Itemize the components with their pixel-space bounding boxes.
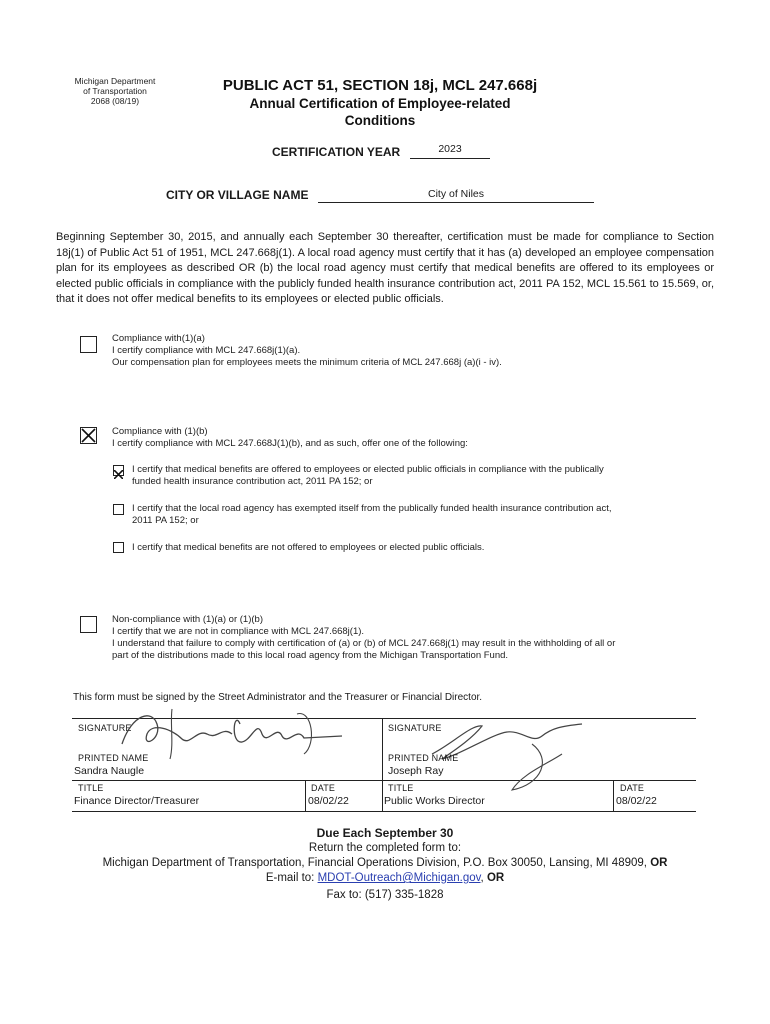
cert-year-underline bbox=[410, 158, 490, 159]
sub-option-2-line1: I certify that the local road agency has exempted itself from the publically funded health insurance contribution act, bbox=[132, 503, 612, 514]
sub-option-3-text bbox=[132, 542, 702, 554]
mailing-address bbox=[0, 857, 770, 869]
checked-x-icon bbox=[114, 470, 123, 479]
signature-table bbox=[72, 718, 696, 812]
option-c-line3: I understand that failure to comply with certification of (a) or (b) of MCL 247.668j(1) may result in the withholding of all or bbox=[112, 638, 616, 649]
right-title-label: TITLE bbox=[388, 783, 414, 793]
option-a-heading: Compliance with(1)(a) bbox=[112, 333, 205, 344]
right-date[interactable]: 08/02/22 bbox=[616, 795, 657, 807]
sub-option-2-text bbox=[132, 503, 702, 527]
option-c-line2: I certify that we are not in compliance with MCL 247.668j(1). bbox=[112, 626, 365, 637]
form-subtitle-line2: Conditions bbox=[344, 113, 416, 128]
right-printed-name-label: PRINTED NAME bbox=[388, 753, 459, 763]
sub-option-2-checkbox[interactable] bbox=[113, 504, 124, 515]
option-c-line4: part of the distributions made to this local road agency from the Michigan Transportation Fund. bbox=[112, 650, 509, 661]
left-date-label: DATE bbox=[311, 783, 336, 793]
sub-option-3-line1: I certify that medical benefits are not offered to employees or elected public officials. bbox=[132, 542, 485, 553]
cert-year-field[interactable]: 2023 bbox=[438, 143, 462, 155]
option-c-heading: Non-compliance with (1)(a) or (1)(b) bbox=[112, 614, 263, 625]
table-rule bbox=[72, 780, 696, 781]
left-title[interactable]: Finance Director/Treasurer bbox=[74, 795, 200, 807]
option-c-text bbox=[112, 614, 712, 662]
email-prefix: E-mail to: bbox=[265, 872, 315, 884]
handwritten-signature-icon bbox=[112, 704, 342, 760]
form-title: PUBLIC ACT 51, SECTION 18j, MCL 247.668j bbox=[222, 77, 538, 94]
right-signature-label: SIGNATURE bbox=[388, 723, 442, 733]
email-line: E-mail to: MDOT-Outreach@Michigan.gov, OR bbox=[265, 872, 505, 884]
due-date-heading: Due Each September 30 bbox=[316, 826, 454, 840]
sub-option-2-line2: 2011 PA 152; or bbox=[132, 515, 199, 526]
checked-x-icon bbox=[81, 428, 96, 443]
left-printed-name[interactable]: Sandra Naugle bbox=[74, 765, 145, 777]
option-a-line2: I certify compliance with MCL 247.668j(1)(a). bbox=[112, 345, 301, 356]
option-b-heading: Compliance with (1)(b) bbox=[112, 426, 208, 437]
option-b-line2: I certify compliance with MCL 247.668J(1)(b), and as such, offer one of the following: bbox=[112, 438, 468, 449]
option-b-text bbox=[112, 426, 712, 450]
return-instruction: Return the completed form to: bbox=[308, 842, 462, 854]
table-divider bbox=[382, 718, 383, 811]
option-a-line3: Our compensation plan for employees meets the minimum criteria of MCL 247.668j (a)(i - iv). bbox=[112, 357, 502, 368]
email-link[interactable]: MDOT-Outreach@Michigan.gov bbox=[317, 872, 481, 884]
left-signature-label: SIGNATURE bbox=[78, 723, 132, 733]
form-subtitle bbox=[200, 95, 560, 129]
agency-name-2: of Transportation bbox=[83, 86, 147, 96]
fax-line: Fax to: (517) 335-1828 bbox=[326, 889, 444, 901]
right-title[interactable]: Public Works Director bbox=[384, 795, 485, 807]
or-separator: OR bbox=[486, 872, 505, 884]
sub-option-1-checkbox[interactable] bbox=[113, 465, 124, 476]
option-b-checkbox[interactable] bbox=[80, 427, 97, 444]
or-separator: OR bbox=[650, 857, 668, 869]
form-number: 2068 (08/19) bbox=[90, 96, 140, 106]
mailing-address-text: Michigan Department of Transportation, Financial Operations Division, P.O. Box 30050, Lansing, MI 48909, bbox=[102, 857, 647, 869]
option-a-text bbox=[112, 333, 712, 369]
left-printed-name-label: PRINTED NAME bbox=[78, 753, 149, 763]
sub-option-1-line2: funded health insurance contribution act, 2011 PA 152; or bbox=[132, 476, 373, 487]
option-a-checkbox[interactable] bbox=[80, 336, 97, 353]
sub-option-1-text bbox=[132, 464, 702, 488]
table-divider bbox=[613, 780, 614, 811]
left-date[interactable]: 08/02/22 bbox=[308, 795, 349, 807]
right-printed-name[interactable]: Joseph Ray bbox=[388, 765, 444, 777]
option-c-checkbox[interactable] bbox=[80, 616, 97, 633]
city-field[interactable]: City of Niles bbox=[427, 188, 484, 200]
left-signature-field[interactable] bbox=[112, 704, 342, 760]
cert-year-label: CERTIFICATION YEAR bbox=[272, 145, 401, 159]
agency-block bbox=[50, 76, 180, 106]
city-underline bbox=[318, 202, 594, 203]
intro-paragraph: Beginning September 30, 2015, and annually each September 30 thereafter, certification must be made for compliance to Section 18j(1) of Public Act 51 of 1951, MCL 247.668j(1). A local road agency must certify that it has (a) developed an employee compensation plan for its employees as described OR (b) the local road agency must certify that medical benefits are offered to its employees or elected public officials in compliance with the publicly funded health insurance contribution act, 2011 PA 152, MCL 15.561 to 15.569, or, that it does not offer medical benefits to its employees or elected public officials. bbox=[56, 231, 714, 305]
table-rule bbox=[72, 811, 696, 812]
right-date-label: DATE bbox=[620, 783, 645, 793]
agency-name: Michigan Department bbox=[74, 76, 156, 86]
sub-option-3-checkbox[interactable] bbox=[113, 542, 124, 553]
table-divider bbox=[305, 780, 306, 811]
left-title-label: TITLE bbox=[78, 783, 104, 793]
city-label: CITY OR VILLAGE NAME bbox=[166, 188, 309, 202]
signing-note: This form must be signed by the Street Administrator and the Treasurer or Financial Director. bbox=[73, 692, 483, 703]
sub-option-1-line1: I certify that medical benefits are offered to employees or elected public officials in compliance with the publically bbox=[132, 464, 604, 475]
form-subtitle-line1: Annual Certification of Employee-related bbox=[249, 96, 511, 111]
